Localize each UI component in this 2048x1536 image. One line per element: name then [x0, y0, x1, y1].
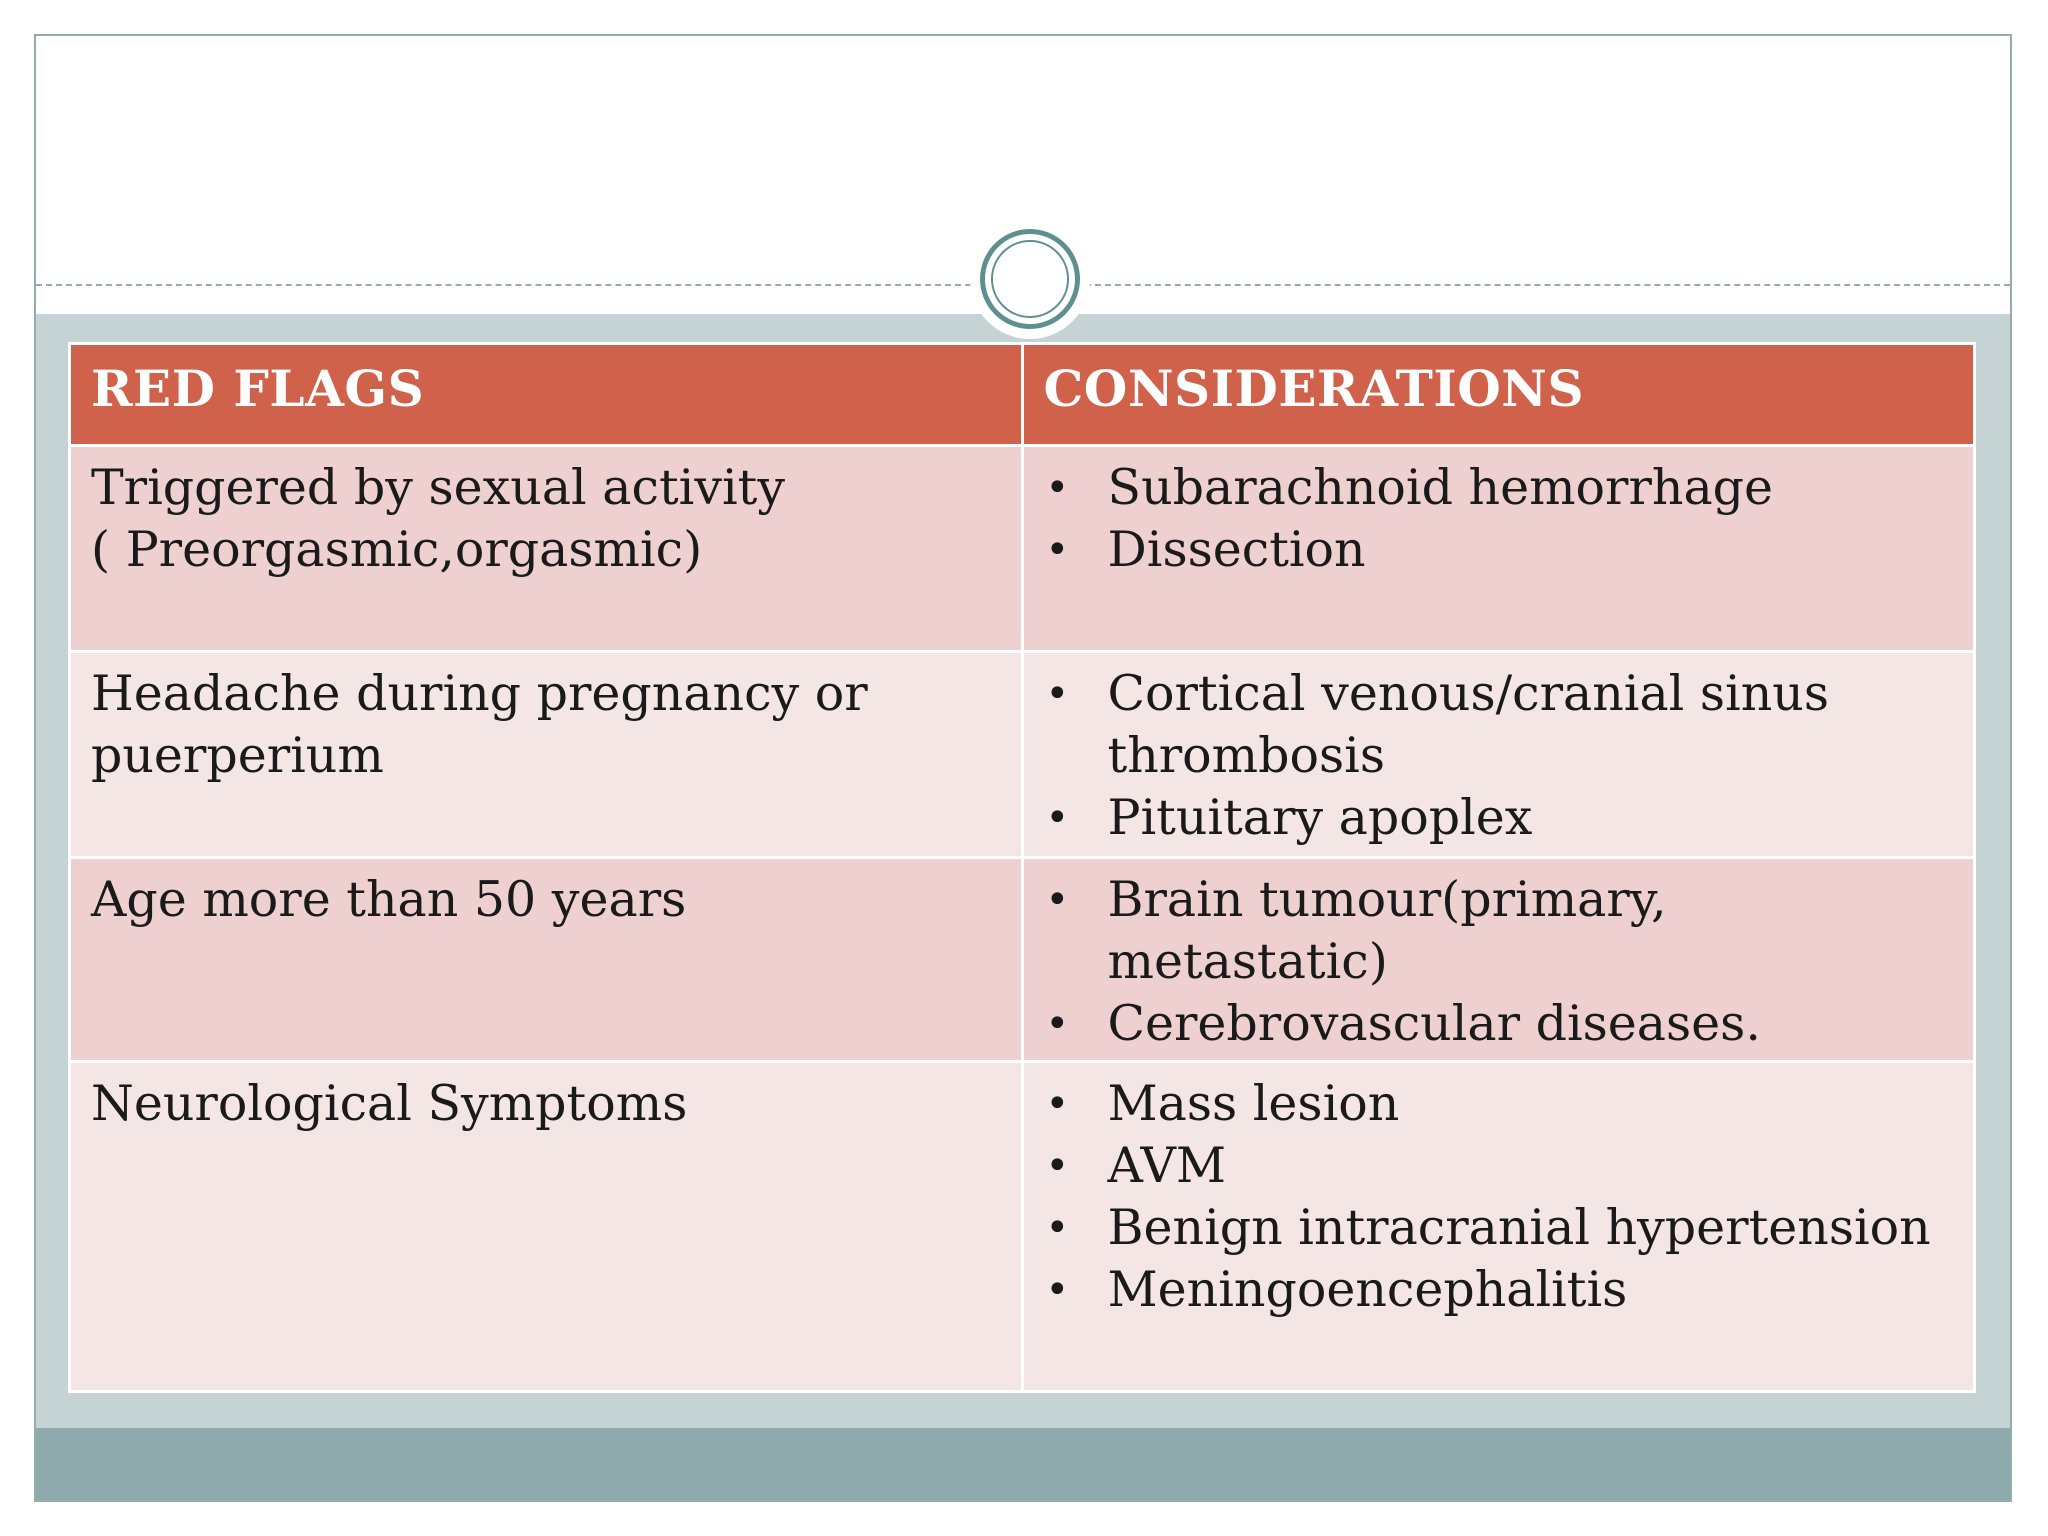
bullet-icon: •	[1045, 1205, 1070, 1251]
red-flags-table	[68, 342, 1976, 1393]
list-item	[1044, 1197, 1954, 1259]
list-item	[1044, 663, 1954, 787]
flag-text: Neurological Symptoms	[91, 1075, 688, 1132]
considerations-list	[1044, 1073, 1954, 1321]
circle-ring-inner	[991, 240, 1069, 318]
table-row	[70, 858, 1975, 1062]
list-item	[1044, 519, 1954, 581]
table-row	[70, 1062, 1975, 1392]
slide	[34, 34, 2012, 1502]
bullet-icon: •	[1045, 1001, 1070, 1047]
consideration-text: Cortical venous/cranial sinus thrombosis	[1107, 665, 1829, 784]
bullet-icon: •	[1045, 795, 1070, 841]
table-row	[70, 446, 1975, 652]
consideration-text: Subarachnoid hemorrhage	[1107, 459, 1774, 516]
bullet-icon: •	[1045, 1143, 1070, 1189]
consideration-text: Mass lesion	[1107, 1075, 1400, 1132]
considerations-list	[1044, 663, 1954, 849]
flag-text: Headache during pregnancy or puerperium	[91, 665, 868, 784]
flag-cell	[70, 446, 1023, 652]
list-item	[1044, 869, 1954, 993]
table-header-row	[70, 344, 1975, 446]
header-considerations: CONSIDERATIONS	[1022, 344, 1975, 446]
flag-cell	[70, 652, 1023, 858]
list-item	[1044, 1073, 1954, 1135]
list-item	[1044, 457, 1954, 519]
list-item	[1044, 993, 1954, 1055]
bullet-icon: •	[1045, 877, 1070, 923]
considerations-list	[1044, 457, 1954, 581]
bullet-icon: •	[1045, 527, 1070, 573]
bullet-icon: •	[1045, 1081, 1070, 1127]
flag-text: Age more than 50 years	[91, 871, 687, 928]
list-item	[1044, 1135, 1954, 1197]
circle-ring-outer	[980, 229, 1080, 329]
consideration-text: Dissection	[1107, 521, 1366, 578]
consideration-text: Cerebrovascular diseases.	[1107, 995, 1761, 1052]
considerations-cell	[1022, 858, 1975, 1062]
list-item	[1044, 1259, 1954, 1321]
header-red-flags: RED FLAGS	[70, 344, 1023, 446]
flag-cell	[70, 858, 1023, 1062]
circle-ring-icon	[970, 219, 1090, 339]
flag-cell	[70, 1062, 1023, 1392]
consideration-text: AVM	[1107, 1137, 1227, 1194]
table-row	[70, 652, 1975, 858]
bullet-icon: •	[1045, 671, 1070, 717]
consideration-text: Benign intracranial hypertension	[1107, 1199, 1931, 1256]
considerations-cell	[1022, 1062, 1975, 1392]
consideration-text: Meningoencephalitis	[1107, 1261, 1628, 1318]
considerations-list	[1044, 869, 1954, 1055]
bullet-icon: •	[1045, 1267, 1070, 1313]
consideration-text: Brain tumour(primary, metastatic)	[1107, 871, 1667, 990]
considerations-cell	[1022, 652, 1975, 858]
flag-text: Triggered by sexual activity ( Preorgasmic,orgasmic)	[91, 459, 786, 578]
list-item	[1044, 787, 1954, 849]
bullet-icon: •	[1045, 465, 1070, 511]
consideration-text: Pituitary apoplex	[1107, 789, 1533, 846]
considerations-cell	[1022, 446, 1975, 652]
footer-bar	[36, 1428, 2010, 1500]
